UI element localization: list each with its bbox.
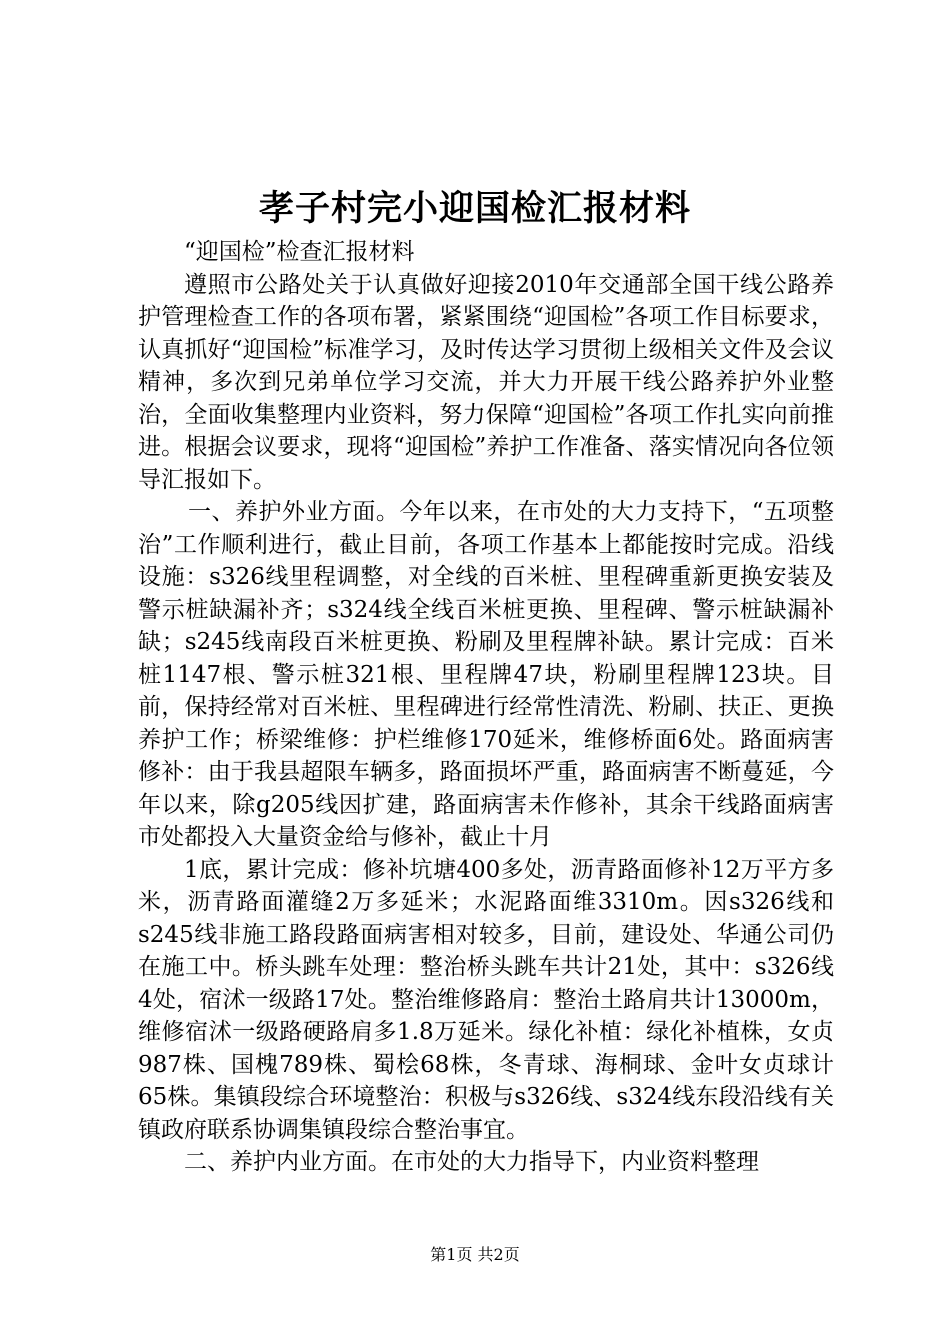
- document-title: 孝子村完小迎国检汇报材料: [258, 188, 691, 229]
- paragraph-intro: 遵照市公路处关于认真做好迎接2010年交通部全国干线公路养护管理检查工作的各项布署，紧紧围绕“迎国检”各项工作目标要求，认真抓好“迎国检”标准学习，及时传达学习贯彻上级相关文件及会议精神，多次到兄弟单位学习交流，并大力开展干线公路养护外业整治，全面收集整理内业资料，努力保障“迎国检”各项工作扎实向前推进。根据会议要求，现将“迎国检”养护工作准备、落实情况向各位领导汇报如下。: [138, 271, 834, 493]
- page-footer: 第1页 共2页: [430, 1245, 520, 1264]
- paragraph-section-2: 二、养护内业方面。在市处的大力指导下，内业资料整理: [184, 1149, 759, 1175]
- paragraph-section-1-continued: 1底，累计完成：修补坑塘400多处，沥青路面修补12万平方多米，沥青路面灌缝2万多延米；水泥路面维3310m。因s326线和s245线非施工路段路面病害相对较多，目前，建设处、华通公司仍在施工中。桥头跳车处理：整治桥头跳车共计21处，其中：s326线4处，宿沭一级路17处。整治维修路肩：整治土路肩共计13000m，维修宿沭一级路硬路肩多1.8万延米。绿化补植：绿化补植株，女贞987株、国槐789株、蜀桧68株，冬青球、海桐球、金叶女贞球计65株。集镇段综合环境整治：积极与s326线、s324线东段沿线有关镇政府联系协调集镇段综合整治事宜。: [138, 856, 834, 1143]
- paragraph-section-1: 一、养护外业方面。今年以来，在市处的大力支持下，“五项整治”工作顺利进行，截止目前，各项工作基本上都能按时完成。沿线设施：s326线里程调整，对全线的百米桩、里程碑重新更换安装及警示桩缺漏补齐；s324线全线百米桩更换、里程碑、警示桩缺漏补缺；s245线南段百米桩更换、粉刷及里程牌补缺。累计完成：百米桩1147根、警示桩321根、里程牌47块，粉刷里程牌123块。目前，保持经常对百米桩、里程碑进行经常性清洗、粉刷、扶正、更换养护工作；桥梁维修：护栏维修170延米，维修桥面6处。路面病害修补：由于我县超限车辆多，路面损坏严重，路面病害不断蔓延，今年以来，除g205线因扩建，路面病害未作修补，其余干线路面病害市处都投入大量资金给与修补，截止十月: [138, 499, 834, 850]
- document-subtitle: “迎国检”检查汇报材料: [184, 239, 415, 265]
- document-body: [138, 236, 834, 1179]
